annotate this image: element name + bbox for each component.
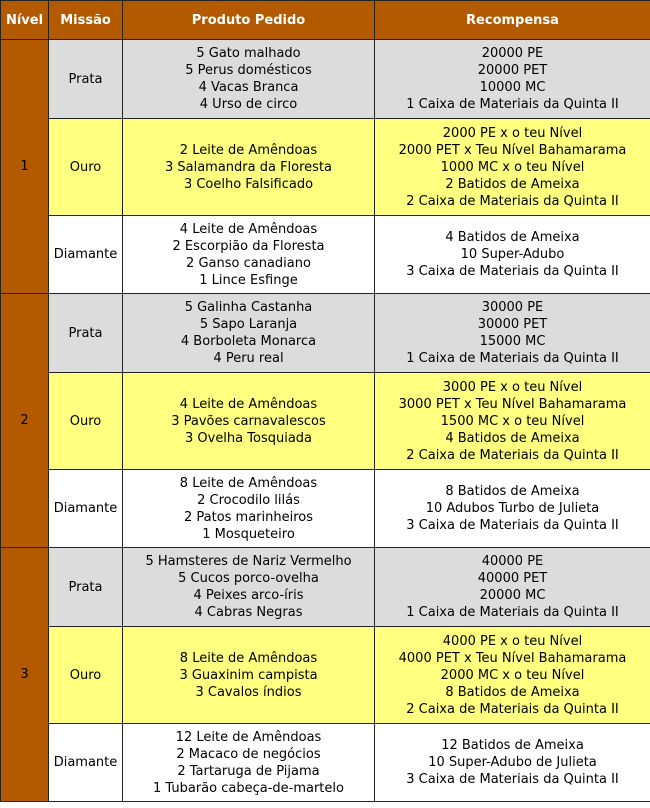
header-nivel: Nível (1, 1, 49, 40)
reward-item: 1 Caixa de Materiais da Quinta II (406, 605, 619, 620)
product-item: 2 Ganso canadiano (186, 255, 311, 271)
rewards-cell (375, 470, 650, 548)
reward-item: 15000 MC (479, 334, 546, 349)
rewards-cell (375, 724, 650, 802)
reward-item: 1000 MC x o teu Nível (440, 159, 585, 175)
rewards-cell (375, 548, 650, 627)
product-item: 3 Guaxinim campista (179, 667, 318, 683)
reward-item: 40000 PET (477, 571, 548, 586)
product-item: 4 Leite de Amêndoas (179, 396, 318, 412)
mission-cell: Prata (49, 40, 123, 119)
mission-cell: Diamante (49, 470, 123, 548)
header-produto: Produto Pedido (123, 1, 375, 40)
mission-cell: Ouro (49, 119, 123, 216)
products-cell (123, 470, 375, 548)
product-item: 4 Leite de Amêndoas (179, 221, 318, 237)
product-item: 3 Ovelha Tosquiada (184, 430, 313, 446)
reward-item: 3 Caixa de Materiais da Quinta II (406, 264, 619, 279)
reward-item: 4000 PET x Teu Nível Bahamarama (398, 650, 627, 666)
reward-item: 40000 PE (481, 554, 544, 569)
product-item: 4 Borboleta Monarca (180, 334, 317, 349)
mission-cell: Prata (49, 294, 123, 373)
reward-item: 12 Batidos de Ameixa (441, 738, 584, 753)
product-item: 2 Escorpião da Floresta (172, 238, 325, 254)
product-item: 2 Macaco de negócios (176, 746, 321, 762)
product-item: 8 Leite de Amêndoas (179, 650, 318, 666)
product-item: 1 Lince Esfinge (199, 272, 298, 288)
reward-item: 2000 MC x o teu Nível (440, 667, 585, 683)
reward-item: 30000 PET (477, 317, 548, 332)
reward-item: 2 Batidos de Ameixa (445, 176, 580, 192)
reward-item: 1 Caixa de Materiais da Quinta II (406, 97, 619, 112)
reward-item: 3 Caixa de Materiais da Quinta II (406, 772, 619, 787)
table-row (1, 216, 650, 294)
table-row (1, 627, 650, 724)
product-item: 1 Tubarão cabeça-de-martelo (153, 780, 344, 796)
reward-item: 3000 PE x o teu Nível (442, 379, 583, 395)
table-row (1, 724, 650, 802)
mission-cell: Diamante (49, 216, 123, 294)
products-cell (123, 627, 375, 724)
product-item: 4 Cabras Negras (194, 605, 303, 620)
level-cell: 2 (1, 294, 49, 548)
table-row (1, 294, 650, 373)
reward-item: 10 Super-Adubo de Julieta (428, 755, 597, 770)
products-cell (123, 373, 375, 470)
reward-item: 20000 MC (479, 588, 546, 603)
product-item: 2 Crocodilo lilás (197, 492, 300, 508)
products-cell (123, 294, 375, 373)
mission-cell: Diamante (49, 724, 123, 802)
products-cell (123, 548, 375, 627)
table-row (1, 373, 650, 470)
rewards-cell (375, 216, 650, 294)
rewards-cell (375, 119, 650, 216)
reward-item: 30000 PE (481, 300, 544, 315)
reward-item: 2 Caixa de Materiais da Quinta II (406, 447, 619, 463)
reward-item: 2000 PE x o teu Nível (442, 125, 583, 141)
product-item: 4 Peixes arco-íris (193, 588, 304, 603)
reward-item: 8 Batidos de Ameixa (445, 484, 580, 499)
product-item: 5 Sapo Laranja (199, 317, 298, 332)
product-item: 4 Peru real (213, 351, 284, 366)
reward-item: 3 Caixa de Materiais da Quinta II (406, 518, 619, 533)
product-item: 3 Cavalos índios (195, 684, 302, 700)
product-item: 3 Pavões carnavalescos (171, 413, 326, 429)
header-missao: Missão (49, 1, 123, 40)
product-item: 1 Mosqueteiro (202, 526, 295, 542)
reward-item: 8 Batidos de Ameixa (445, 684, 580, 700)
rewards-cell (375, 373, 650, 470)
table-row (1, 548, 650, 627)
product-item: 4 Urso de circo (199, 97, 298, 112)
products-cell (123, 216, 375, 294)
level-cell: 3 (1, 548, 49, 802)
reward-item: 10 Adubos Turbo de Julieta (425, 501, 600, 516)
product-item: 4 Vacas Branca (198, 80, 299, 95)
product-item: 5 Hamsteres de Nariz Vermelho (145, 554, 352, 569)
product-item: 2 Tartaruga de Pijama (177, 763, 320, 779)
products-cell (123, 724, 375, 802)
product-item: 2 Leite de Amêndoas (179, 142, 318, 158)
reward-item: 4000 PE x o teu Nível (442, 633, 583, 649)
reward-item: 10000 MC (479, 80, 546, 95)
reward-item: 1500 MC x o teu Nível (440, 413, 585, 429)
reward-item: 3000 PET x Teu Nível Bahamarama (398, 396, 627, 412)
header-row (1, 1, 650, 40)
table-row (1, 470, 650, 548)
product-item: 5 Cucos porco-ovelha (178, 571, 319, 586)
products-cell (123, 40, 375, 119)
table-row (1, 40, 650, 119)
product-item: 5 Perus domésticos (185, 63, 312, 78)
product-item: 2 Patos marinheiros (183, 509, 314, 525)
product-item: 3 Salamandra da Floresta (164, 159, 333, 175)
reward-item: 2000 PET x Teu Nível Bahamarama (398, 142, 627, 158)
mission-cell: Ouro (49, 627, 123, 724)
reward-item: 20000 PE (481, 46, 544, 61)
reward-item: 2 Caixa de Materiais da Quinta II (406, 193, 619, 209)
products-cell (123, 119, 375, 216)
rewards-cell (375, 627, 650, 724)
rewards-cell (375, 40, 650, 119)
rewards-cell (375, 294, 650, 373)
header-recompensa: Recompensa (375, 1, 650, 40)
reward-item: 10 Super-Adubo (460, 247, 565, 262)
product-item: 8 Leite de Amêndoas (179, 475, 318, 491)
level-cell: 1 (1, 40, 49, 294)
reward-item: 4 Batidos de Ameixa (445, 230, 580, 245)
product-item: 5 Gato malhado (196, 46, 301, 61)
mission-cell: Prata (49, 548, 123, 627)
product-item: 12 Leite de Amêndoas (175, 729, 322, 745)
reward-item: 4 Batidos de Ameixa (445, 430, 580, 446)
product-item: 5 Galinha Castanha (184, 300, 313, 315)
reward-item: 1 Caixa de Materiais da Quinta II (406, 351, 619, 366)
table-row (1, 119, 650, 216)
reward-item: 2 Caixa de Materiais da Quinta II (406, 701, 619, 717)
mission-cell: Ouro (49, 373, 123, 470)
product-item: 3 Coelho Falsificado (183, 176, 314, 192)
reward-item: 20000 PET (477, 63, 548, 78)
